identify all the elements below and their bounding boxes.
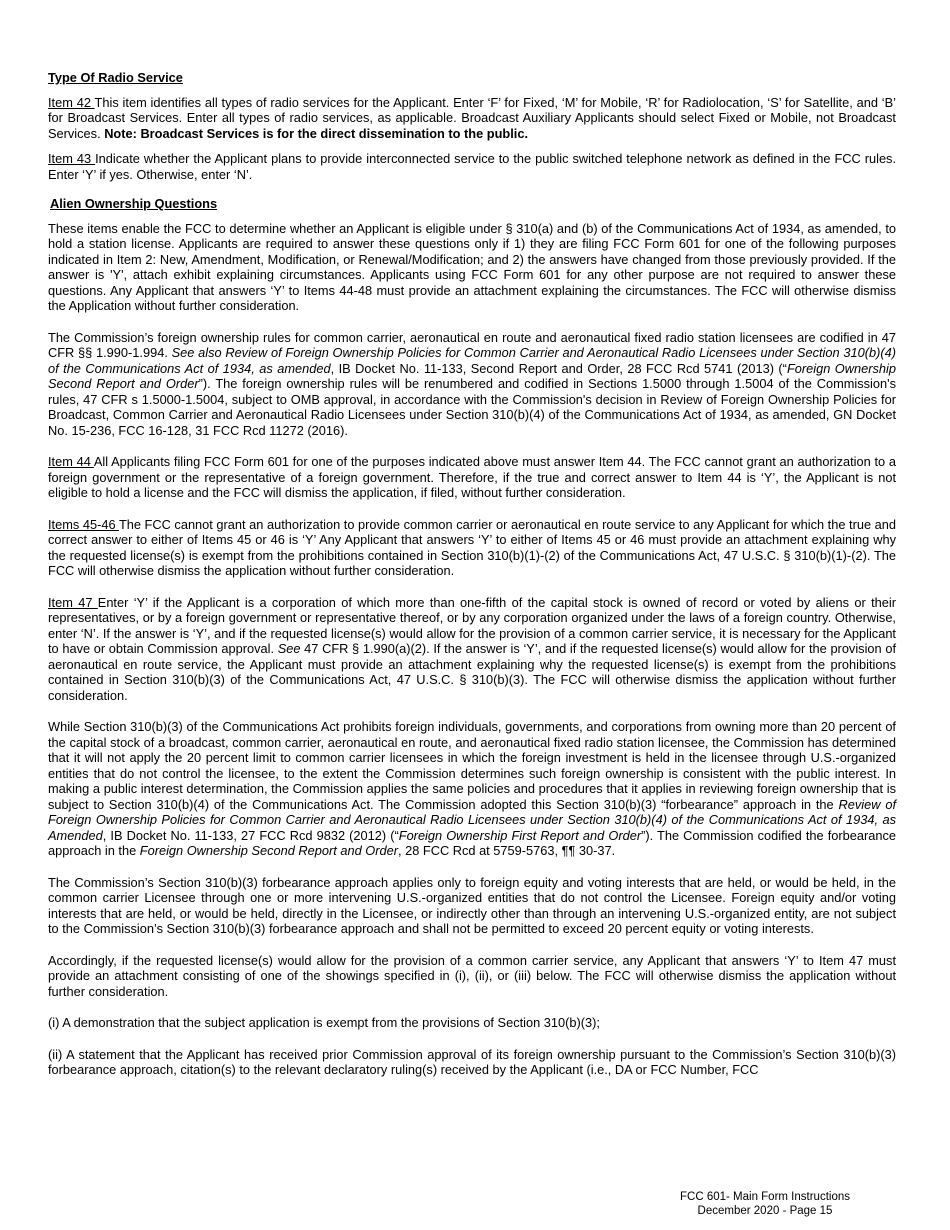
items-45-46-paragraph: [48, 517, 896, 579]
alien-intro-paragraph: These items enable the FCC to determine whether an Applicant is eligible under § 310(a) and (b) of the Communications Act of 1934, as amended, to hold a station license. Applicants are required to answer these questions only if 1) they are filing FCC Form 601 for one of the following purposes indicated in Item 2: New, Amendment, Modification, or Renewal/Modification; and 2) the answers have changed from those previously provided. If the answer is 'Y', attach exhibit explaining circumstances. Applicants using FCC Form 601 for any other purpose are not required to answer these questions. Any Applicant that answers ‘Y’ to Items 44-48 must provide an attachment explaining the circumstances. The FCC will otherwise dismiss the Application without further consideration.: [48, 220, 896, 313]
item-47-text-2: 47 CFR § 1.990(a)(2). If the answer is ‘Y’, and if the requested license(s) would allow for the provision of aeronautical en route service, the Applicant must provide an attachment explaining why the requested license(s) is exempt from the prohibitions contained in Section 310(b)(3) of the Communications Act, 47 U.S.C. § 310(b)(3). The FCC will otherwise dismiss the application without further consideration.: [48, 641, 896, 703]
item-43-text: Indicate whether the Applicant plans to provide interconnected service to the public switched telephone network as defined in the FCC rules. Enter ‘Y’ if yes. Otherwise, enter ‘N’.: [48, 151, 897, 182]
heading-type-of-radio-service: Type Of Radio Service: [48, 70, 183, 85]
item-42-note: Note: Broadcast Services is for the direct dissemination to the public.: [104, 125, 529, 141]
item-47-paragraph: [48, 595, 896, 704]
option-i-paragraph: (i) A demonstration that the subject application is exempt from the provisions of Section 310(b)(3);: [48, 1015, 600, 1030]
item-44-label: Item 44: [48, 454, 94, 469]
items-45-46-text: The FCC cannot grant an authorization to provide common carrier or aeronautical en route service to any Applicant for which the true and correct answer to either of Items 45 or 46 is ‘Y’ Any Applicant that answers ‘Y’ to either of Items 45 or 46 must provide an attachment explaining why the requested license(s) is exempt from the prohibitions contained in Section 310(b)(1)-(2) of the Communications Act, 47 U.S.C. § 310(b)(1)-(2). The FCC will otherwise dismiss the application without further consideration.: [48, 516, 896, 578]
footer-form-title: FCC 601- Main Form Instructions: [680, 1191, 850, 1203]
item-42-label: Item 42: [48, 94, 95, 110]
document-page: [48, 70, 896, 1088]
approach-paragraph: The Commission’s Section 310(b)(3) forbearance approach applies only to foreign equity and voting interests that are held, or would be held, in the common carrier Licensee through one or more intervening U.S.-organized entities that do not control the Licensee. Foreign equity and/or voting interests that are held, or would be held, directly in the Licensee, or indirectly other than through an intervening U.S.-organized entity, are not subject to the Commission’s Section 310(b)(3) forbearance approach and shall not be permitted to exceed 20 percent equity or voting interests.: [48, 874, 896, 936]
rules-citation-2: Foreign Ownership Second Report and Order: [48, 360, 896, 391]
item-43-paragraph: [48, 151, 896, 182]
forbearance-citation-1: Review of Foreign Ownership Policies for Common Carrier and Aeronautical Radio Licensees under Section 310(b)(4) of the Communications Act of 1934, as Amended: [48, 796, 897, 843]
accordingly-paragraph: Accordingly, if the requested license(s) would allow for the provision of a common carrier service, any Applicant that answers ‘Y’ to Item 47 must provide an attachment consisting of one of the showings specified in (i), (ii), or (iii) below. The FCC will otherwise dismiss the application without further consideration.: [48, 952, 896, 999]
rules-text-3: ”). The foreign ownership rules will be renumbered and codified in Sections 1.5000 through 1.5004 of the Commission's rules, 47 CFR s 1.5000-1.5004, subject to OMB approval, in accordance with the Commission's decision in Review of Foreign Ownership Policies for Broadcast, Common Carrier and Aeronautical Radio Licensees under Section 310(b)(4) of the Communications Act of 1934, as amended, GN Docket No. 15-236, FCC 16-128, 31 FCC Rcd 11272 (2016).: [48, 376, 896, 438]
item-47-see: See: [277, 641, 301, 656]
item-47-text-1: Enter ‘Y’ if the Applicant is a corporation of which more than one-fifth of the capital stock is owned of record or voted by aliens or their representatives, or by a foreign government or representative thereof, or by any corporation organized under the laws of a foreign country. Otherwise, enter ‘N’. If the answer is ‘Y’, and if the requested license(s) would allow for the provision of a common carrier service, it is necessary for the Applicant to have or obtain Commission approval.: [48, 594, 896, 656]
footer-page-number: December 2020 - Page 15: [697, 1205, 833, 1217]
item-42-paragraph: [48, 95, 896, 142]
forbearance-citation-3: Foreign Ownership Second Report and Order: [139, 843, 398, 858]
item-47-label: Item 47: [48, 594, 98, 610]
foreign-ownership-rules-paragraph: [48, 330, 896, 439]
forbearance-text-4: , 28 FCC Rcd at 5759-5763, ¶¶ 30-37.: [398, 843, 616, 858]
item-43-label: Item 43: [48, 151, 96, 166]
rules-text-2: , IB Docket No. 11-133, Second Report and Order, 28 FCC Rcd 5741 (2013) (“: [330, 360, 787, 376]
forbearance-citation-2: Foreign Ownership First Report and Order: [398, 827, 642, 843]
heading-alien-ownership: Alien Ownership Questions: [50, 196, 218, 211]
item-44-text: All Applicants filing FCC Form 601 for one of the purposes indicated above must answer Item 44. The FCC cannot grant an authorization to a foreign government or the representative of a foreign government. Therefore, if the true and correct answer to Item 44 is ‘Y’, the Applicant is not eligible to hold a license and the FCC will dismiss the application, if filed, without further consideration.: [48, 454, 896, 500]
items-45-46-label: Items 45-46: [48, 516, 119, 532]
option-ii-paragraph: (ii) A statement that the Applicant has received prior Commission approval of its foreign ownership pursuant to the Commission’s Section 310(b)(3) forbearance approach, citation(s) to the relevant declaratory ruling(s) received by the Applicant (i.e., DA or FCC Number, FCC: [48, 1046, 896, 1077]
forbearance-paragraph: [48, 719, 896, 859]
rules-text-1: The Commission’s foreign ownership rules for common carrier, aeronautical en route and aeronautical fixed radio station licensees are codified in 47 CFR §§ 1.990-1.994.: [48, 329, 896, 360]
forbearance-text-3: ”). The Commission codified the forbearance approach in the: [48, 827, 896, 858]
rules-citation-1: See also Review of Foreign Ownership Policies for Common Carrier and Aeronautical Radio Licensees under Section 310(b)(4) of the Communications Act of 1934, as amended: [48, 345, 896, 376]
forbearance-text-1: While Section 310(b)(3) of the Communications Act prohibits foreign individuals, governments, and corporations from owning more than 20 percent of the capital stock of a broadcast, common carrier, aeronautical en route, and aeronautical fixed radio station licensee, the Commission has determined that it will not apply the 20 percent limit to common carrier licensees in which the foreign investment is held in the licensee through U.S.-organized entities that do not control the licensee, to the extent the Commission determines such foreign ownership is consistent with the public interest. In making a public interest determination, the Commission applies the same policies and procedures that it applies in reviewing foreign ownership that is subject to Section 310(b)(4) of the Communications Act. The Commission adopted this Section 310(b)(3) “forbearance” approach in the: [48, 719, 896, 812]
page-footer: [660, 1190, 870, 1218]
forbearance-text-2: , IB Docket No. 11-133, 27 FCC Rcd 9832 (2012) (“: [102, 827, 399, 843]
item-42-text: This item identifies all types of radio services for the Applicant. Enter ‘F’ for Fixed, ‘M’ for Mobile, ‘R’ for Radiolocation, ‘S’ for Satellite, and ‘B’ for Broadcast Services. Enter all types of radio services, as applicable. Broadcast Auxiliary Applicants should select Fixed or Mobile, not Broadcast Services.: [48, 94, 896, 141]
item-44-paragraph: [48, 454, 896, 501]
